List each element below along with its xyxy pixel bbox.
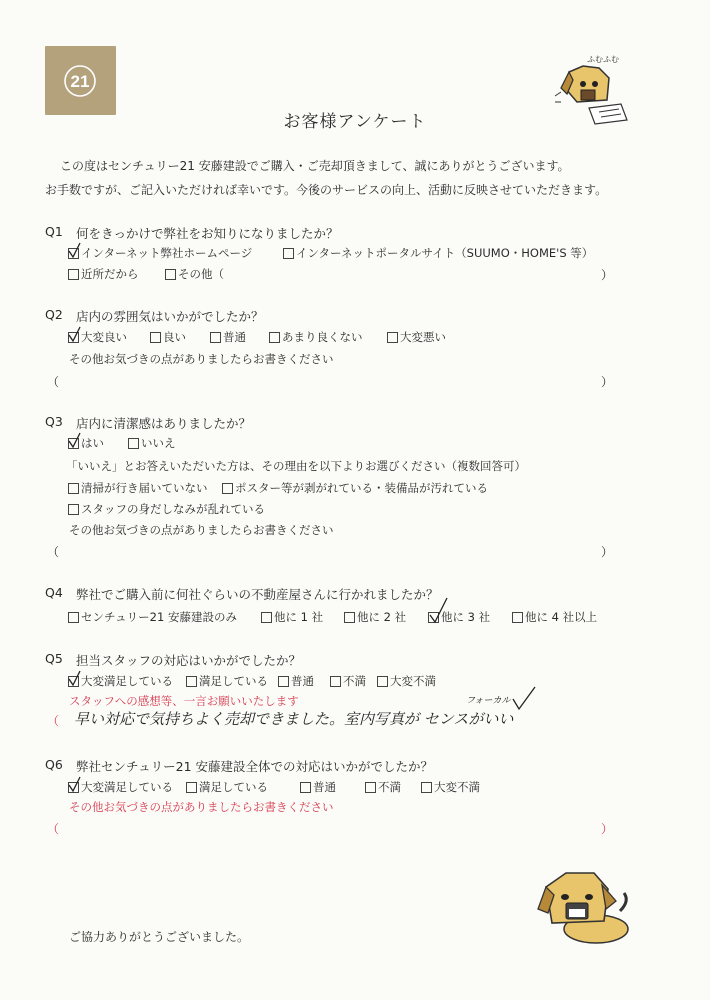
checkbox[interactable] — [68, 332, 79, 343]
q3-reason-staff[interactable] — [68, 501, 265, 517]
checkbox[interactable] — [428, 612, 439, 623]
option-label: 満足している — [199, 674, 268, 688]
q5-question: 担当スタッフの対応はいかがでしたか？ — [76, 653, 302, 668]
option-label: 満足している — [199, 780, 268, 794]
intro-line-2: お手数ですが、ご記入いただければ幸いです。今後のサービスの向上、活動に反映させていただきます。 — [45, 183, 608, 197]
option-label: 他に 1 社 — [274, 610, 324, 624]
q2-option-good[interactable] — [150, 329, 186, 345]
check-mark-icon — [67, 432, 83, 450]
check-mark-icon — [67, 326, 83, 344]
option-label: 他に 4 社以上 — [525, 610, 598, 624]
checkbox[interactable] — [186, 782, 197, 793]
checkbox[interactable] — [387, 332, 398, 343]
checkbox[interactable] — [278, 676, 289, 687]
checkbox[interactable] — [222, 483, 233, 494]
check-mark-icon — [67, 670, 83, 688]
page-title: お客様アンケート — [283, 112, 427, 132]
q2-option-very-bad[interactable] — [387, 329, 446, 345]
check-mark-icon — [427, 597, 449, 625]
checkbox[interactable] — [269, 332, 280, 343]
q2-open-paren: （ — [47, 375, 60, 389]
q1-option-homepage[interactable] — [68, 245, 252, 261]
q3-open-paren: （ — [47, 545, 60, 559]
checkbox[interactable] — [68, 504, 79, 515]
q2-option-not-good[interactable] — [269, 329, 363, 345]
check-mark-icon — [67, 776, 83, 794]
thank-you-message: ご協力ありがとうございました。 — [69, 930, 250, 944]
q5-option-very-dissatisfied[interactable] — [377, 673, 436, 689]
option-label: 普通 — [223, 330, 246, 344]
option-label: センチュリー21 安藤建設のみ — [81, 610, 237, 624]
q4-option-3[interactable] — [428, 609, 490, 625]
q5-option-dissatisfied[interactable] — [330, 673, 366, 689]
checkbox[interactable] — [512, 612, 523, 623]
checkbox[interactable] — [377, 676, 388, 687]
option-label: 不満 — [378, 780, 401, 794]
option-label: 大変満足している — [81, 780, 173, 794]
option-label: インターネット弊社ホームページ — [81, 246, 253, 260]
checkbox[interactable] — [128, 438, 139, 449]
checkbox[interactable] — [283, 248, 294, 259]
checkbox[interactable] — [68, 438, 79, 449]
checkbox[interactable] — [150, 332, 161, 343]
option-label: 大変満足している — [81, 674, 173, 688]
option-label: はい — [81, 436, 104, 450]
option-label: 大変不満 — [390, 674, 436, 688]
q3-option-no[interactable] — [128, 435, 176, 451]
q5-open-paren: （ — [47, 714, 60, 728]
q5-option-very-satisfied[interactable] — [68, 673, 173, 689]
option-label: 大変不満 — [434, 780, 480, 794]
option-label: 大変良い — [81, 330, 127, 344]
option-label: 良い — [163, 330, 186, 344]
q6-option-satisfied[interactable] — [186, 779, 268, 795]
option-label: 他に 2 社 — [357, 610, 407, 624]
q1-number: Q1 — [45, 224, 63, 239]
q4-option-only[interactable] — [68, 609, 237, 625]
checkbox[interactable] — [365, 782, 376, 793]
q5-option-normal[interactable] — [278, 673, 314, 689]
q5-note: スタッフへの感想等、一言お願いいたします — [69, 694, 299, 708]
checkbox[interactable] — [300, 782, 311, 793]
intro-line-1: この度はセンチュリー21 安藤建設でご購入・ご売却頂きまして、誠にありがとうございます。 — [60, 159, 570, 173]
checkbox[interactable] — [68, 248, 79, 259]
dog-mascot-sitting-illustration — [536, 865, 632, 947]
q6-open-paren: （ — [47, 822, 60, 836]
q5-handwritten-small: フォーカル — [466, 696, 511, 706]
q6-number: Q6 — [45, 757, 63, 772]
option-label: 大変悪い — [400, 330, 446, 344]
q2-option-very-good[interactable] — [68, 329, 127, 345]
q3-reason-cleaning[interactable] — [68, 480, 208, 496]
logo-text: 21 — [70, 72, 90, 91]
option-label: 普通 — [313, 780, 336, 794]
q1-option-other[interactable] — [165, 266, 224, 282]
checkbox[interactable] — [68, 612, 79, 623]
option-label: いいえ — [141, 436, 176, 450]
q6-option-dissatisfied[interactable] — [365, 779, 401, 795]
q3-close-paren: ） — [601, 545, 614, 559]
q2-close-paren: ） — [601, 375, 614, 389]
q1-option-nearby[interactable] — [68, 266, 139, 282]
q3-note: その他お気づきの点がありましたらお書きください — [69, 523, 334, 537]
checkbox[interactable] — [421, 782, 432, 793]
q6-option-normal[interactable] — [300, 779, 336, 795]
checkbox[interactable] — [165, 269, 176, 280]
check-mark-icon — [67, 242, 83, 260]
q2-number: Q2 — [45, 307, 63, 322]
q6-option-very-dissatisfied[interactable] — [421, 779, 480, 795]
q4-option-4-plus[interactable] — [512, 609, 597, 625]
q3-followup: 「いいえ」とお答えいただいた方は、その理由を以下よりお選びください（複数回答可） — [66, 459, 526, 473]
option-label: スタッフの身だしなみが乱れている — [81, 502, 265, 516]
checkbox[interactable] — [68, 269, 79, 280]
q5-handwritten-comment: 早い対応で気持ちよく売却できました。室内写真が センスがいい — [74, 710, 514, 728]
q3-reason-posters[interactable] — [222, 480, 488, 496]
checkbox[interactable] — [344, 612, 355, 623]
checkbox[interactable] — [68, 676, 79, 687]
q2-question: 店内の雰囲気はいかがでしたか？ — [76, 309, 264, 324]
check-mark-icon — [510, 685, 538, 713]
q4-option-2[interactable] — [344, 609, 406, 625]
q1-question: 何をきっかけで弊社をお知りになりましたか？ — [76, 226, 339, 241]
century21-logo — [45, 46, 116, 115]
q1-option-portal[interactable] — [283, 245, 593, 261]
checkbox[interactable] — [330, 676, 341, 687]
mascot-caption: ふむふむ — [587, 55, 619, 64]
option-label: ポスター等が剥がれている・装備品が汚れている — [235, 481, 488, 495]
option-label: 不満 — [343, 674, 366, 688]
q2-note: その他お気づきの点がありましたらお書きください — [69, 352, 334, 366]
q3-number: Q3 — [45, 414, 63, 429]
option-label: 清掃が行き届いていない — [81, 481, 208, 495]
q5-number: Q5 — [45, 651, 63, 666]
checkbox[interactable] — [261, 612, 272, 623]
q6-option-very-satisfied[interactable] — [68, 779, 173, 795]
q6-close-paren: ） — [601, 822, 614, 836]
q4-number: Q4 — [45, 585, 63, 600]
checkbox[interactable] — [68, 782, 79, 793]
option-label: 他に 3 社 — [441, 610, 491, 624]
q5-option-satisfied[interactable] — [186, 673, 268, 689]
q4-question: 弊社でご購入前に何社ぐらいの不動産屋さんに行かれましたか？ — [76, 587, 439, 602]
q6-question: 弊社センチュリー21 安藤建設全体での対応はいかがでしたか？ — [76, 759, 434, 774]
q3-option-yes[interactable] — [68, 435, 104, 451]
q1-close-paren: ） — [601, 268, 614, 282]
option-label: 普通 — [291, 674, 314, 688]
q2-option-normal[interactable] — [210, 329, 246, 345]
q4-option-1[interactable] — [261, 609, 323, 625]
option-label: あまり良くない — [282, 330, 363, 344]
checkbox[interactable] — [210, 332, 221, 343]
q6-note: その他お気づきの点がありましたらお書きください — [69, 800, 334, 814]
option-label: その他（ — [178, 267, 224, 281]
checkbox[interactable] — [186, 676, 197, 687]
checkbox[interactable] — [68, 483, 79, 494]
option-label: インターネットポータルサイト（SUUMO・HOME'S 等） — [296, 246, 594, 260]
option-label: 近所だから — [81, 267, 139, 281]
q3-question: 店内に清潔感はありましたか？ — [76, 416, 252, 431]
